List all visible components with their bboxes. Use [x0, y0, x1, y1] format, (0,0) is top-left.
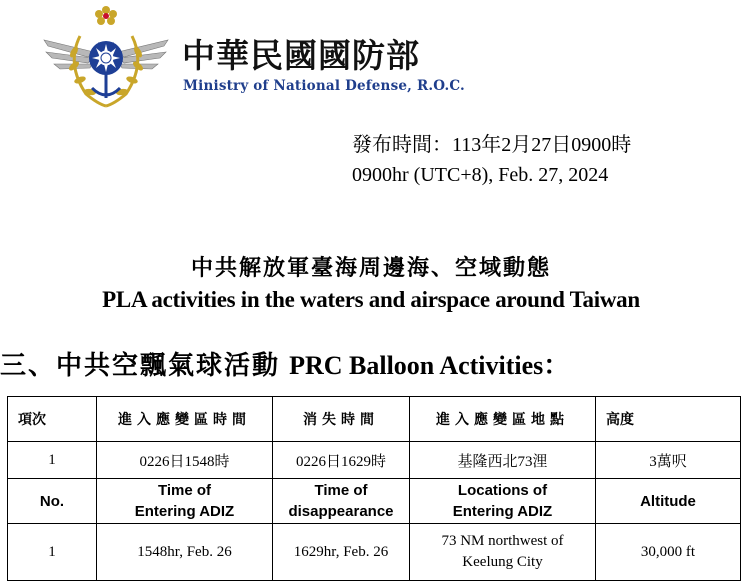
table-header-row-english — [8, 479, 741, 524]
header-number-en: No. — [8, 479, 97, 524]
header-disappear-time-en: Time of disappearance — [273, 479, 410, 524]
release-time-chinese: 發布時間：113年2月27日0900時 — [352, 134, 632, 156]
report-title-chinese: 中共解放軍臺海周邊海、空域動態 — [190, 256, 551, 281]
org-name-chinese: 中華民國國防部 — [182, 36, 420, 75]
header-altitude-cn — [596, 397, 741, 442]
header-entry-location-en: Locations of Entering ADIZ — [410, 479, 596, 524]
report-title-english: PLA activities in the waters and airspace around Taiwan — [102, 287, 640, 312]
cell-entry-location-cn: 基隆西北73浬 — [410, 442, 596, 479]
section-heading-english: PRC Balloon Activities： — [289, 351, 570, 380]
org-name-english: Ministry of National Defense, R.O.C. — [183, 78, 465, 94]
cell-altitude-en: 30,000 ft — [596, 524, 741, 581]
page-header — [36, 2, 536, 112]
cell-entry-time-cn: 0226日1548時 — [97, 442, 273, 479]
report-title — [0, 253, 742, 315]
balloon-activity-table — [7, 396, 741, 581]
header-entry-location-cn: 進入應變區地點 — [410, 397, 596, 442]
cell-entry-time-en: 1548hr, Feb. 26 — [97, 524, 273, 581]
table-header-row-chinese — [8, 397, 741, 442]
header-disappear-time-cn: 消失時間 — [273, 397, 410, 442]
cell-number-en: 1 — [8, 524, 97, 581]
cell-entry-location-en: 73 NM northwest of Keelung City — [410, 524, 596, 581]
section-heading-chinese: 三、中共空飄氣球活動 — [0, 351, 281, 381]
header-number-cn-text: 項次 — [18, 412, 46, 428]
table-row — [8, 524, 741, 581]
cell-disappear-time-en: 1629hr, Feb. 26 — [273, 524, 410, 581]
header-entry-time-cn: 進入應變區時間 — [97, 397, 273, 442]
header-altitude-en: Altitude — [596, 479, 741, 524]
cell-number-cn: 1 — [8, 442, 97, 479]
header-altitude-cn-text: 高度 — [606, 412, 634, 428]
cell-disappear-time-cn: 0226日1629時 — [273, 442, 410, 479]
mnd-emblem-icon — [36, 2, 176, 112]
table-row — [8, 442, 741, 479]
section-heading — [0, 348, 569, 384]
header-number-cn — [8, 397, 97, 442]
release-time-english: 0900hr (UTC+8), Feb. 27, 2024 — [352, 164, 609, 186]
header-entry-time-en: Time of Entering ADIZ — [97, 479, 273, 524]
cell-altitude-cn: 3萬呎 — [596, 442, 741, 479]
release-time — [352, 130, 631, 190]
